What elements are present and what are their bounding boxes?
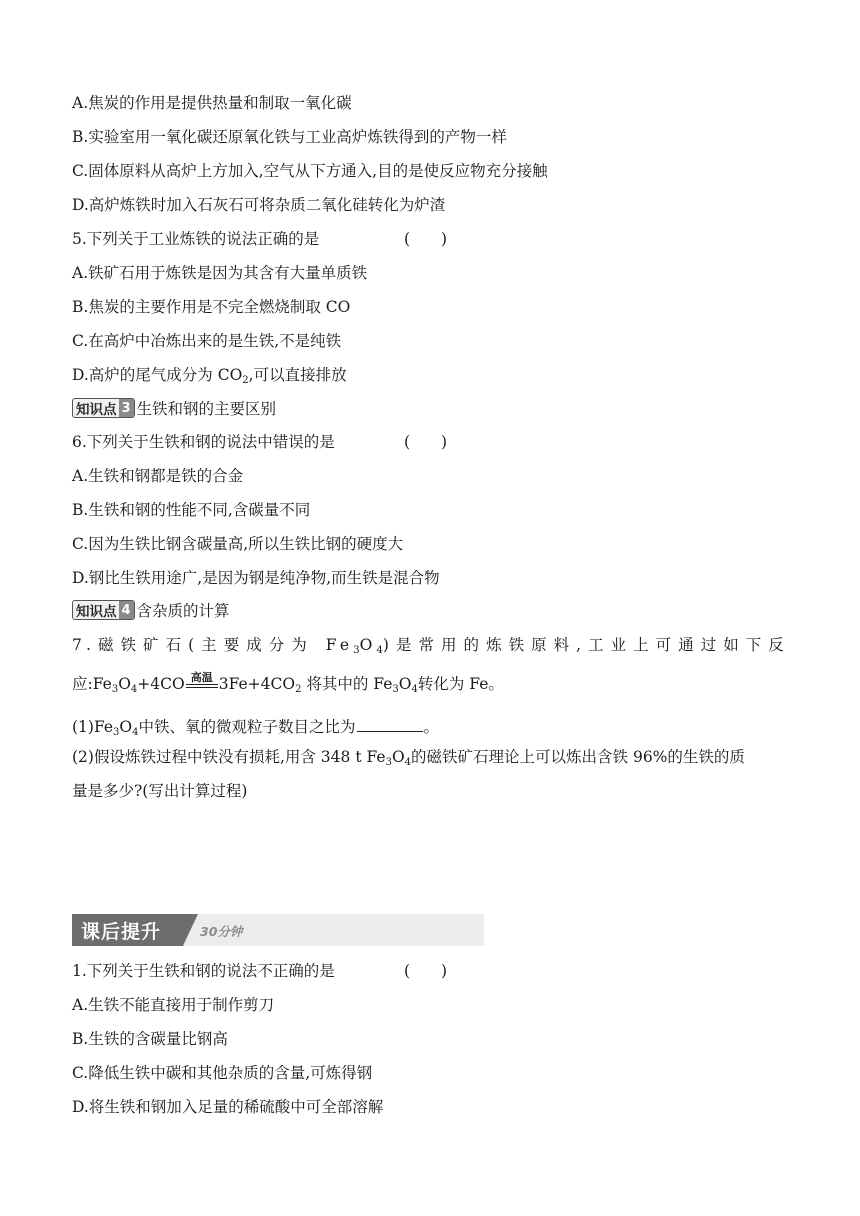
option-c: C.因为生铁比钢含碳量高,所以生铁比钢的硬度大 — [72, 535, 404, 553]
knowledge-point-badge: 知识点 4 — [72, 600, 135, 620]
question-5-stem: 5.下列关于工业炼铁的说法正确的是 — [72, 230, 320, 248]
option-a: A.生铁不能直接用于制作剪刀 — [72, 996, 275, 1014]
option-d: D.高炉的尾气成分为 $CO_2$,可以直接排放 — [72, 366, 347, 386]
knowledge-point-4 — [72, 599, 230, 621]
knowledge-point-title: 生铁和钢的主要区别 — [136, 400, 277, 418]
question-7-part-1: $(1)Fe_3O_4$中铁、氧的微观粒子数目之比为 。 — [72, 715, 439, 737]
option-c: C.降低生铁中碳和其他杂质的含量,可炼得钢 — [72, 1064, 373, 1082]
reaction-condition: 高温 — [185, 674, 219, 694]
section-title: 课后提升 — [81, 921, 162, 943]
option-b: B.生铁的含碳量比钢高 — [72, 1030, 228, 1048]
question-h1-stem: 1.下列关于生铁和钢的说法不正确的是 — [72, 962, 335, 980]
option-b: B.生铁和钢的性能不同,含碳量不同 — [72, 501, 311, 519]
knowledge-point-badge: 知识点 3 — [72, 398, 135, 418]
option-d: D.钢比生铁用途广,是因为钢是纯净物,而生铁是混合物 — [72, 569, 440, 587]
option-a: A.铁矿石用于炼铁是因为其含有大量单质铁 — [72, 264, 368, 282]
option-b: B.实验室用一氧化碳还原氧化铁与工业高炉炼铁得到的产物一样 — [72, 128, 507, 146]
answer-blank[interactable] — [357, 715, 423, 732]
question-7-equation: 应$:Fe_3O_4+4CO$ 高温 $3Fe+4CO_2$ 将其中的 $Fe_3O_4$转化为 Fe。 — [72, 671, 504, 695]
answer-paren: ( ) — [404, 433, 448, 451]
question-7-stem-line1: 7.磁铁矿石(主要成分为 $Fe_3O_4$)是常用的炼铁原料,工业上可通过如下反 — [72, 636, 789, 656]
answer-paren: ( ) — [404, 230, 448, 248]
option-b: B.焦炭的主要作用是不完全燃烧制取 CO — [72, 298, 351, 316]
section-time: 30分钟 — [200, 924, 243, 939]
question-7-part-2: (2)假设炼铁过程中铁没有损耗,用含 348 t $Fe_3O_4$的磁铁矿石理论上可以炼出含铁 96%的生铁的质 — [72, 748, 745, 768]
question-7-part-2-cont: 量是多少?(写出计算过程) — [72, 782, 248, 800]
section-banner — [72, 914, 484, 946]
option-d: D.高炉炼铁时加入石灰石可将杂质二氧化硅转化为炉渣 — [72, 196, 446, 214]
question-6-stem: 6.下列关于生铁和钢的说法中错误的是 — [72, 433, 335, 451]
option-c: C.在高炉中冶炼出来的是生铁,不是纯铁 — [72, 332, 342, 350]
option-a: A.焦炭的作用是提供热量和制取一氧化碳 — [72, 94, 352, 112]
knowledge-point-title: 含杂质的计算 — [136, 602, 230, 620]
option-c: C.固体原料从高炉上方加入,空气从下方通入,目的是使反应物充分接触 — [72, 162, 548, 180]
option-a: A.生铁和钢都是铁的合金 — [72, 467, 244, 485]
answer-paren: ( ) — [404, 962, 448, 980]
knowledge-point-3 — [72, 397, 276, 419]
knowledge-point-number: 3 — [119, 399, 134, 417]
knowledge-point-number: 4 — [119, 601, 134, 619]
option-d: D.将生铁和钢加入足量的稀硫酸中可全部溶解 — [72, 1098, 384, 1116]
